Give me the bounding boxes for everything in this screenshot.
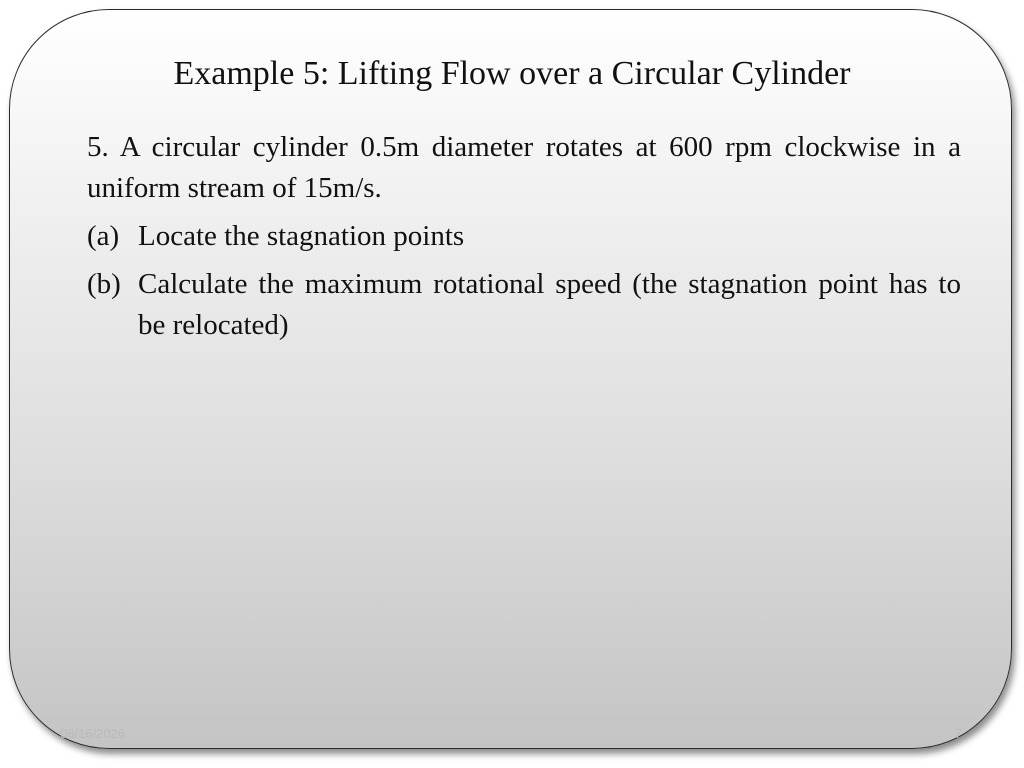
question-marker: (a)	[87, 220, 120, 252]
question-marker: (b)	[87, 268, 121, 300]
question-list	[87, 216, 961, 346]
question-item-a	[87, 216, 961, 257]
slide-title: Example 5: Lifting Flow over a Circular Cylinder	[173, 55, 851, 92]
problem-statement: 5. A circular cylinder 0.5m diameter rotates at 600 rpm clockwise in a uniform stream of 15m/s.	[87, 131, 961, 204]
slide-body	[87, 127, 961, 353]
question-text: Locate the stagnation points	[138, 220, 465, 252]
footer-date: 06/16/2026	[60, 726, 126, 741]
question-item-b	[87, 264, 961, 346]
content-panel	[9, 9, 1012, 749]
slide-number: 7	[954, 726, 962, 741]
question-text: Calculate the maximum rotational speed (the stagnation point has to be relocated)	[138, 268, 961, 341]
